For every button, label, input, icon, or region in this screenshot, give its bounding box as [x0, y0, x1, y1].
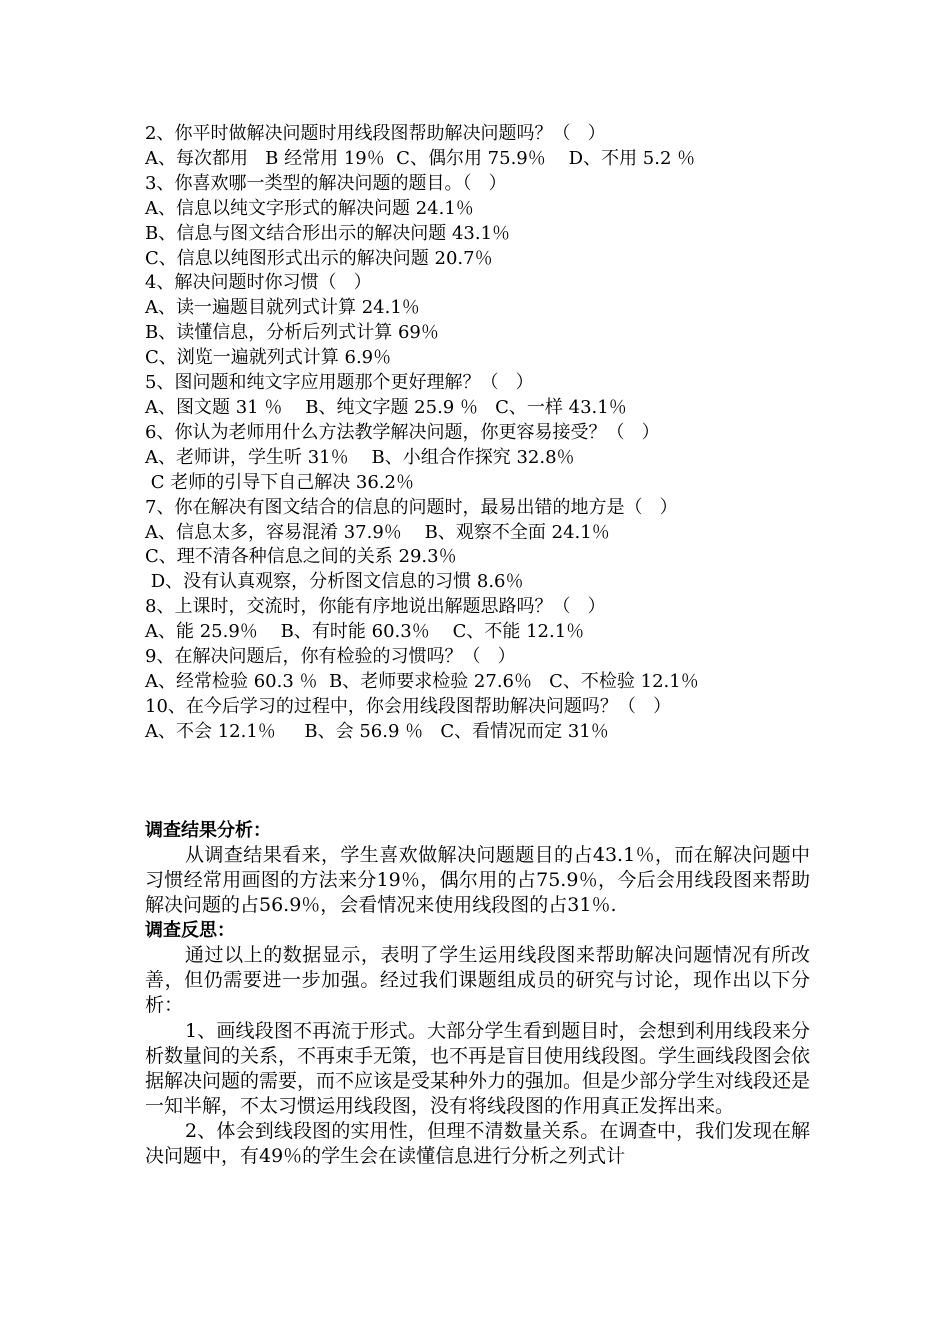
- question-6-options-ab: A、老师讲，学生听 31％ B、小组合作探究 32.8％: [145, 446, 575, 468]
- question-3-option-c: C、信息以纯图形式出示的解决问题 20.7％: [145, 247, 493, 269]
- analysis-heading: 调查结果分析：: [145, 820, 271, 841]
- question-5-options: A、图文题 31 ％ B、纯文字题 25.9 ％ C、一样 43.1％: [145, 396, 627, 418]
- reflection-paragraph-2: 1、画线段图不再流于形式。大部分学生看到题目时，会想到利用线段来分析数量间的关系，不再束手无策，也不再是盲目使用线段图。学生画线段图会依据解决问题的需要，而不应该是受某种外力的强加。但是少部分学生对线段还是一知半解，不太习惯运用线段图，没有将线段图的作用真正发挥出来。: [145, 1019, 811, 1117]
- question-9: 9、在解决问题后，你有检验的习惯吗？（ ）: [145, 646, 516, 668]
- reflection-paragraph-3: 2、体会到线段图的实用性，但理不清数量关系。在调查中，我们发现在解决问题中，有49％的学生会在读懂信息进行分析之列式计: [145, 1119, 810, 1168]
- question-10: 10、在今后学习的过程中，你会用线段图帮助解决问题吗？（ ）: [145, 695, 672, 717]
- question-3-option-a: A、信息以纯文字形式的解决问题 24.1％: [145, 197, 474, 219]
- question-6: 6、你认为老师用什么方法教学解决问题，你更容易接受？（ ）: [145, 421, 660, 443]
- question-2-options: A、每次都用 B 经常用 19％ C、偶尔用 75.9％ D、不用 5.2 ％: [145, 147, 696, 169]
- question-10-options: A、不会 12.1％ B、会 56.9 ％ C、看情况而定 31％: [145, 720, 609, 742]
- survey-questions: [145, 122, 825, 745]
- question-4: 4、解决问题时你习惯（ ）: [145, 272, 372, 294]
- question-9-options: A、经常检验 60.3 ％ B、老师要求检验 27.6％ C、不检验 12.1％: [145, 670, 699, 692]
- question-3: 3、你喜欢哪一类型的解决问题的题目。（ ）: [145, 172, 507, 194]
- reflection-heading: 调查反思：: [145, 920, 235, 942]
- question-6-option-c: C 老师的引导下自己解决 36.2％: [145, 471, 415, 493]
- question-4-option-b: B、读懂信息，分析后列式计算 69％: [145, 322, 439, 344]
- question-7-option-c: C、理不清各种信息之间的关系 29.3％: [145, 546, 457, 568]
- question-5: 5、图问题和纯文字应用题那个更好理解？（ ）: [145, 372, 534, 394]
- analysis-paragraph: 从调查结果看来，学生喜欢做解决问题题目的占43.1％，而在解决问题中习惯经常用画图的方法来分19％，偶尔用的占75.9％，今后会用线段图来帮助解决问题的占56.9％，会看情况来使用线段图的占31％.: [145, 844, 810, 917]
- question-7-option-d: D、没有认真观察，分析图文信息的习惯 8.6％: [145, 571, 524, 593]
- analysis-section: [145, 818, 810, 1169]
- question-8-options: A、能 25.9％ B、有时能 60.3％ C、不能 12.1％: [145, 621, 585, 643]
- question-4-option-a: A、读一遍题目就列式计算 24.1％: [145, 297, 420, 319]
- reflection-paragraph-1: 通过以上的数据显示，表明了学生运用线段图来帮助解决问题情况有所改善，但仍需要进一步加强。经过我们课题组成员的研究与讨论，现作出以下分析：: [145, 944, 810, 1017]
- question-4-option-c: C、浏览一遍就列式计算 6.9％: [145, 347, 392, 369]
- question-2: 2、你平时做解决问题时用线段图帮助解决问题吗？（ ）: [145, 123, 606, 144]
- question-3-option-b: B、信息与图文结合形出示的解决问题 43.1％: [145, 222, 511, 244]
- question-8: 8、上课时，交流时，你能有序地说出解题思路吗？（ ）: [145, 596, 606, 618]
- question-7-options-ab: A、信息太多，容易混淆 37.9％ B、观察不全面 24.1％: [145, 521, 610, 543]
- question-7: 7、你在解决有图文结合的信息的问题时，最易出错的地方是（ ）: [145, 496, 678, 518]
